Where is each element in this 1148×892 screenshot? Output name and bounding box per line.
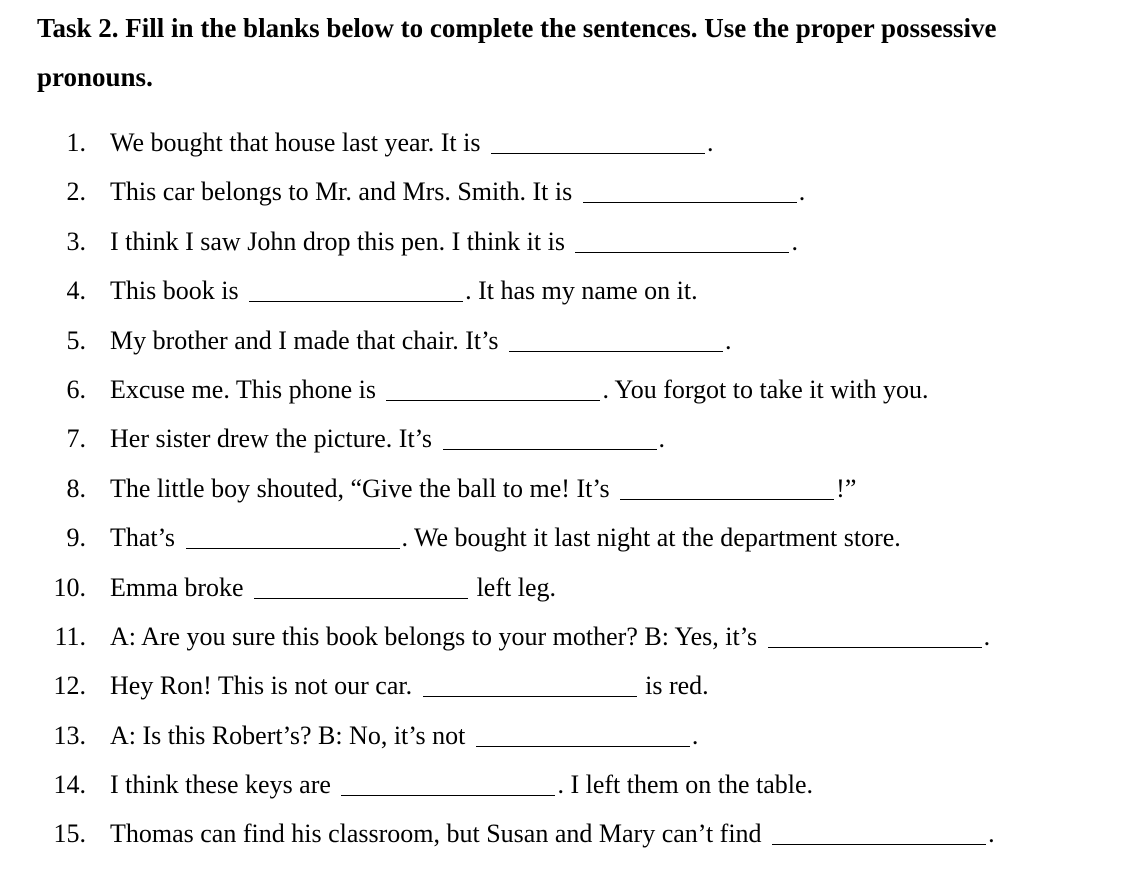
item-text-after: .	[658, 424, 666, 454]
sentence-item	[0, 217, 1148, 266]
item-sentence	[110, 661, 709, 710]
answer-blank[interactable]	[772, 814, 986, 845]
item-text-after: .	[988, 819, 995, 849]
item-number: 5.	[66, 325, 86, 355]
item-text-after: .	[707, 128, 714, 157]
item-number: 7.	[66, 424, 86, 454]
answer-blank[interactable]	[509, 321, 723, 352]
item-number: 1.	[66, 128, 86, 157]
answer-blank[interactable]	[423, 666, 637, 697]
item-sentence	[110, 513, 901, 562]
item-text-before: I think these keys are	[110, 770, 338, 800]
item-sentence	[110, 266, 698, 315]
item-sentence	[110, 711, 698, 760]
item-number: 14.	[53, 770, 86, 800]
item-number: 9.	[66, 523, 86, 553]
item-sentence	[110, 760, 813, 809]
item-number: 13.	[53, 720, 86, 750]
sentence-item	[0, 661, 1148, 710]
sentence-item	[0, 760, 1148, 809]
item-sentence	[110, 414, 665, 463]
item-text-before: Her sister drew the picture. It’s	[110, 424, 439, 454]
answer-blank[interactable]	[583, 172, 797, 203]
item-text-before: My brother and I made that chair. It’s	[110, 325, 505, 355]
item-number: 4.	[66, 276, 86, 306]
sentence-item	[0, 809, 1148, 858]
item-number: 15.	[53, 819, 86, 849]
item-sentence	[110, 612, 990, 661]
sentence-item	[0, 167, 1148, 216]
sentence-item	[0, 414, 1148, 463]
item-text-after: . I left them on the table.	[557, 770, 814, 800]
answer-blank[interactable]	[620, 469, 834, 500]
task-title: Task 2. Fill in the blanks below to complete the sentences. Use the proper possessive pronouns.	[37, 13, 997, 92]
sentence-item	[0, 612, 1148, 661]
item-text-after: .	[798, 177, 806, 207]
item-number: 8.	[66, 473, 86, 503]
item-text-before: I think I saw John drop this pen. I think it is	[110, 226, 572, 256]
sentence-list	[0, 118, 1148, 859]
item-text-after: . You forgot to take it with you.	[602, 374, 929, 404]
item-number: 6.	[66, 374, 86, 404]
item-sentence	[110, 563, 556, 612]
item-text-after: !”	[836, 473, 857, 503]
sentence-item	[0, 513, 1148, 562]
answer-blank[interactable]	[186, 518, 400, 549]
item-text-before: Emma broke	[110, 572, 251, 602]
item-sentence	[110, 167, 805, 216]
item-sentence	[110, 464, 856, 513]
item-text-after: .	[691, 720, 699, 750]
item-text-before: Excuse me. This phone is	[110, 374, 383, 404]
item-text-after: . We bought it last night at the department store.	[401, 523, 901, 553]
item-text-before: Thomas can find his classroom, but Susan and Mary can’t find	[110, 819, 769, 849]
item-number: 3.	[66, 226, 86, 256]
item-sentence	[110, 809, 995, 858]
item-text-after: .	[983, 621, 991, 651]
item-text-before: A: Are you sure this book belongs to your mother? B: Yes, it’s	[110, 621, 764, 651]
item-text-before: A: Is this Robert’s? B: No, it’s not	[110, 720, 472, 750]
item-number: 11.	[54, 621, 86, 651]
answer-blank[interactable]	[254, 568, 468, 599]
item-text-before: The little boy shouted, “Give the ball to me! It’s	[110, 473, 617, 503]
item-text-before: Hey Ron! This is not our car.	[110, 671, 419, 701]
item-sentence	[110, 365, 928, 414]
answer-blank[interactable]	[575, 222, 789, 253]
item-text-after: .	[724, 325, 732, 355]
item-number: 10.	[53, 572, 86, 602]
answer-blank[interactable]	[476, 716, 690, 747]
answer-blank[interactable]	[491, 123, 705, 154]
sentence-item	[0, 316, 1148, 365]
answer-blank[interactable]	[249, 271, 463, 302]
item-text-before: We bought that house last year. It is	[110, 128, 487, 157]
sentence-item	[0, 563, 1148, 612]
item-text-after: is red.	[638, 671, 709, 701]
item-text-after: left leg.	[470, 572, 556, 602]
item-text-before: This book is	[110, 276, 246, 306]
sentence-item	[0, 266, 1148, 315]
answer-blank[interactable]	[341, 765, 555, 796]
item-sentence	[110, 217, 798, 266]
item-sentence	[110, 316, 731, 365]
item-sentence	[110, 118, 714, 167]
item-number: 12.	[53, 671, 86, 701]
sentence-item	[0, 118, 1148, 167]
answer-blank[interactable]	[386, 370, 600, 401]
sentence-item	[0, 464, 1148, 513]
item-number: 2.	[66, 177, 86, 207]
item-text-after: . It has my name on it.	[465, 276, 698, 306]
answer-blank[interactable]	[768, 617, 982, 648]
item-text-before: This car belongs to Mr. and Mrs. Smith. It is	[110, 177, 579, 207]
answer-blank[interactable]	[443, 419, 657, 450]
sentence-item	[0, 365, 1148, 414]
item-text-before: That’s	[110, 523, 182, 553]
sentence-item	[0, 711, 1148, 760]
item-text-after: .	[791, 226, 798, 256]
